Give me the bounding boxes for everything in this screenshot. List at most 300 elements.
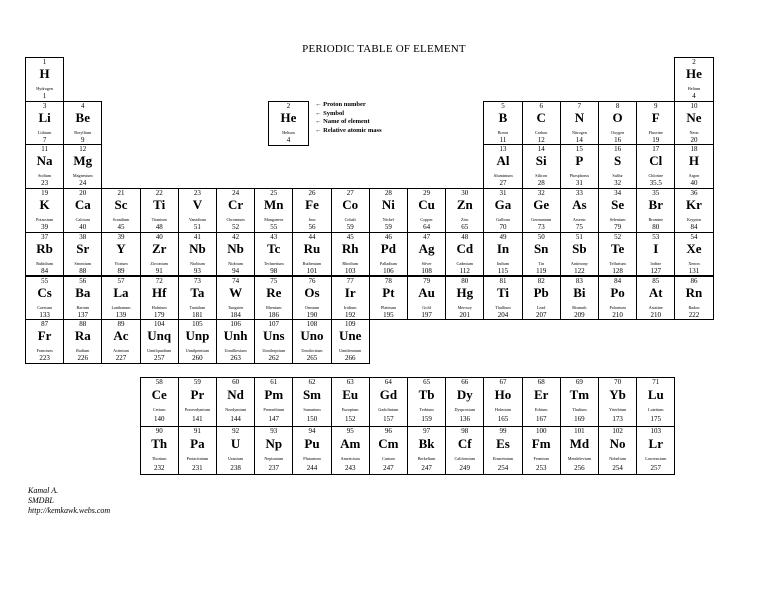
element-number: 90 [155, 426, 163, 435]
element-mass: 55 [270, 223, 278, 232]
element-cell-curium [369, 426, 408, 476]
element-number: 86 [690, 276, 698, 285]
element-symbol: Ni [381, 197, 395, 213]
element-cell-tellurium [598, 232, 637, 277]
element-mass: 147 [268, 415, 280, 423]
element-symbol: Pm [264, 387, 284, 402]
element-mass: 152 [344, 415, 356, 423]
element-cell-bismuth [560, 276, 599, 321]
element-symbol: Nb [227, 240, 244, 256]
element-cell-radium [63, 319, 102, 364]
element-cell-antimony [560, 232, 599, 277]
element-mass: 131 [688, 266, 700, 275]
element-cell-cadmium [445, 232, 484, 277]
element-number: 104 [153, 320, 165, 329]
element-cell-selenium [598, 188, 637, 233]
element-mass: 40 [690, 179, 698, 188]
element-cell-dysprosium [445, 377, 484, 427]
element-name: Fermium [533, 455, 549, 461]
element-mass: 157 [383, 415, 394, 423]
element-mass: 27 [499, 179, 507, 188]
element-cell-arsenic [560, 188, 599, 233]
element-mass: 48 [155, 223, 163, 232]
element-name: Zirconium [150, 260, 169, 266]
element-name: Silicon [535, 173, 548, 179]
element-mass: 238 [230, 463, 241, 472]
element-number: 109 [344, 320, 356, 329]
element-mass: 263 [230, 354, 241, 363]
element-name: Samarium [303, 407, 321, 412]
element-name: Unnilhexium [224, 348, 247, 354]
element-number: 7 [577, 101, 582, 110]
element-mass: 108 [421, 266, 432, 275]
element-mass: 223 [39, 354, 50, 363]
element-mass: 262 [268, 354, 280, 363]
element-number: 59 [193, 378, 201, 386]
element-number: 41 [193, 232, 201, 241]
element-symbol: Cl [649, 153, 663, 169]
element-cell-unnilquadium [140, 319, 179, 364]
element-name: Iridium [343, 304, 357, 310]
element-number: 62 [308, 378, 316, 386]
element-name: Europium [341, 407, 359, 412]
element-number: 89 [117, 320, 125, 329]
element-mass: 94 [232, 266, 240, 275]
element-cell-unnilpentium [178, 319, 217, 364]
element-mass: 231 [192, 463, 203, 472]
author-credit [28, 486, 110, 516]
element-number: 16 [614, 145, 622, 154]
element-name: Francium [36, 348, 53, 354]
element-mass: 112 [459, 266, 470, 275]
element-cell-boron [483, 101, 522, 146]
element-cell-terbium [407, 377, 446, 427]
element-cell-berkelium [407, 426, 446, 476]
element-cell-lead [522, 276, 561, 321]
legend-proton-label: ← Proton number [315, 101, 366, 108]
element-name: Aluminium [493, 173, 513, 179]
element-mass: 192 [344, 310, 356, 319]
element-name: Sodium [38, 173, 52, 179]
element-number: 28 [384, 189, 392, 198]
element-number: 85 [652, 276, 660, 285]
element-mass: 88 [79, 266, 87, 275]
element-number: 103 [650, 426, 662, 435]
element-name: Sulfur [612, 173, 623, 179]
element-cell-phosphorus [560, 144, 599, 189]
element-name: Lanthanum [111, 304, 131, 310]
element-cell-plutonium [292, 426, 331, 476]
element-number: 95 [346, 426, 354, 435]
element-number: 11 [41, 145, 48, 154]
element-name: Platinum [380, 304, 396, 310]
element-number: 84 [614, 276, 622, 285]
element-mass: 247 [383, 463, 394, 472]
element-number: 61 [270, 378, 278, 386]
element-number: 83 [575, 276, 583, 285]
element-name: Unnilquadium [147, 348, 172, 354]
element-symbol: H [39, 66, 50, 81]
element-symbol: Pu [304, 435, 320, 451]
legend-symbol: He [280, 110, 297, 125]
element-cell-europium [331, 377, 370, 427]
element-symbol: Sb [572, 240, 587, 256]
element-cell-copper [407, 188, 446, 233]
element-cell-rubidium [25, 232, 64, 277]
element-number: 30 [461, 189, 469, 198]
element-symbol: Br [648, 197, 663, 213]
element-mass: 28 [537, 179, 545, 188]
element-name: Actinium [113, 348, 129, 354]
element-mass: 173 [612, 415, 623, 423]
element-number: 3 [42, 101, 47, 110]
element-number: 107 [268, 320, 280, 329]
element-mass: 179 [153, 310, 165, 319]
element-symbol: Sm [302, 387, 322, 402]
element-name: Mendelevium [567, 455, 592, 461]
element-mass: 52 [232, 223, 240, 232]
element-symbol: Bk [418, 435, 435, 451]
element-symbol: Pa [190, 435, 205, 451]
element-cell-potassium [25, 188, 64, 233]
legend-symbol-label: ← Symbol [315, 109, 345, 117]
element-cell-lutetium [636, 377, 675, 427]
element-cell-germanium [522, 188, 561, 233]
element-mass: 190 [306, 310, 318, 319]
element-name: Lithium [37, 129, 52, 135]
element-name: Rubidium [36, 260, 53, 266]
element-cell-praseodymium [178, 377, 217, 427]
element-number: 31 [499, 189, 507, 198]
element-number: 92 [232, 426, 240, 435]
element-mass: 93 [193, 266, 201, 275]
element-symbol: Ti [496, 284, 510, 300]
element-mass: 9 [81, 135, 85, 144]
element-cell-nobelium [598, 426, 637, 476]
element-cell-tungsten [216, 276, 255, 321]
element-cell-zinc [445, 188, 484, 233]
element-mass: 244 [306, 463, 318, 472]
element-cell-tin [522, 232, 561, 277]
element-symbol: Unq [147, 328, 172, 344]
element-symbol: U [230, 435, 241, 451]
element-number: 108 [306, 320, 318, 329]
element-cell-yttrium [101, 232, 140, 277]
element-number: 57 [117, 276, 125, 285]
element-symbol: Cd [456, 240, 474, 256]
element-number: 80 [461, 276, 469, 285]
element-name: Helium [687, 86, 701, 91]
element-number: 10 [690, 101, 698, 110]
element-name: Hydrogen [36, 86, 53, 91]
element-symbol: Ga [494, 197, 512, 213]
element-mass: 122 [574, 266, 585, 275]
element-number: 22 [155, 189, 163, 198]
element-cell-unnilseptium [254, 319, 293, 364]
element-mass: 249 [459, 463, 471, 472]
element-cell-platinum [369, 276, 408, 321]
element-number: 6 [539, 101, 543, 110]
element-name: Thallium [495, 304, 511, 310]
element-symbol: Ir [344, 284, 356, 300]
element-mass: 254 [497, 463, 509, 472]
element-mass: 1 [42, 92, 47, 100]
element-mass: 265 [306, 354, 318, 363]
element-symbol: La [113, 284, 129, 300]
element-mass: 4 [692, 92, 696, 100]
element-cell-holmium [483, 377, 522, 427]
element-symbol: Sn [533, 240, 549, 256]
element-mass: 31 [575, 179, 583, 188]
element-symbol: Te [610, 240, 625, 256]
element-number: 48 [461, 232, 469, 241]
element-number: 102 [612, 426, 623, 435]
element-name: Nickel [382, 217, 394, 223]
element-name: Rhenium [266, 304, 282, 310]
element-symbol: Sr [76, 240, 90, 256]
element-symbol: Uns [262, 328, 285, 344]
element-number: 20 [79, 189, 87, 198]
element-cell-thorium [140, 426, 179, 476]
element-symbol: Yb [609, 387, 626, 402]
element-cell-niobium [216, 232, 255, 277]
element-name: Copper [420, 217, 433, 223]
element-symbol: Os [304, 284, 320, 300]
element-name: Osmium [304, 304, 320, 310]
element-name: Polonium [609, 304, 626, 310]
element-number: 105 [192, 320, 203, 329]
element-mass: 253 [535, 463, 547, 472]
element-number: 37 [41, 232, 49, 241]
element-name: Radon [688, 304, 700, 310]
element-name: Argon [688, 173, 700, 179]
element-cell-tantalum [178, 276, 217, 321]
element-number: 38 [79, 232, 87, 241]
element-mass: 260 [192, 354, 203, 363]
element-name: Boron [497, 129, 509, 135]
element-number: 87 [41, 320, 49, 329]
element-name: Bromine [648, 217, 664, 223]
element-cell-cobalt [331, 188, 370, 233]
element-symbol: Hf [151, 284, 167, 300]
element-cell-neptunium [254, 426, 293, 476]
element-cell-iodine [636, 232, 675, 277]
element-name: Uranium [228, 455, 244, 461]
element-name: Xenon [688, 260, 700, 266]
element-name: Berkelium [417, 455, 436, 461]
element-symbol: Tm [569, 387, 590, 402]
element-cell-sulfur [598, 144, 637, 189]
element-number: 96 [384, 426, 392, 435]
author-url[interactable]: http://kemkawk.webs.com [28, 506, 111, 515]
legend-element-name: Helium [282, 130, 295, 135]
element-cell-titanium [140, 188, 179, 233]
legend-atomic-mass: 4 [286, 136, 291, 144]
element-number: 68 [537, 378, 545, 386]
element-name: Chlorine [648, 173, 664, 179]
element-mass: 59 [384, 223, 392, 232]
element-symbol: Cr [228, 197, 244, 213]
element-cell-iridium [331, 276, 370, 321]
element-number: 58 [155, 378, 163, 386]
element-mass: 59 [346, 223, 354, 232]
element-symbol: Kr [686, 197, 702, 213]
element-name: Chromium [226, 217, 245, 223]
element-number: 55 [41, 276, 49, 285]
element-name: Ytterbium [608, 407, 627, 412]
element-cell-lawrencium [636, 426, 675, 476]
element-mass: 65 [461, 223, 469, 232]
element-number: 5 [501, 101, 505, 110]
element-symbol: Gd [379, 387, 398, 402]
element-symbol: Ne [686, 109, 702, 125]
element-name: Neptunium [264, 455, 284, 461]
element-number: 79 [423, 276, 431, 285]
element-cell-strontium [63, 232, 102, 277]
element-cell-rhodium [331, 232, 370, 277]
element-symbol: Pb [533, 284, 549, 300]
element-name: Cadmium [456, 260, 474, 266]
element-mass: 16 [614, 135, 622, 144]
element-symbol: Se [611, 197, 625, 213]
element-number: 71 [652, 378, 660, 386]
element-number: 91 [193, 426, 201, 435]
element-name: Terbium [419, 407, 434, 412]
element-number: 47 [423, 232, 431, 241]
legend [315, 101, 382, 135]
element-mass: 141 [192, 415, 203, 423]
element-number: 29 [423, 189, 431, 198]
element-mass: 56 [308, 223, 316, 232]
legend-proton-number: 2 [286, 102, 291, 110]
element-number: 74 [232, 276, 240, 285]
element-number: 53 [652, 232, 660, 241]
element-mass: 167 [535, 415, 547, 423]
element-symbol: W [229, 284, 243, 300]
element-symbol: Ta [190, 284, 205, 300]
element-symbol: Unp [185, 328, 210, 344]
element-name: Palladium [379, 260, 397, 266]
element-symbol: Tc [267, 240, 281, 256]
element-mass: 257 [650, 463, 662, 472]
element-symbol: F [651, 109, 660, 125]
element-symbol: Ac [113, 328, 129, 344]
element-cell-niobium [178, 232, 217, 277]
element-mass: 127 [650, 266, 662, 275]
element-number: 72 [155, 276, 163, 285]
element-mass: 222 [688, 310, 700, 319]
element-cell-bromine [636, 188, 675, 233]
element-symbol: Ru [303, 240, 321, 256]
element-cell-beryllium [63, 101, 102, 146]
element-cell-unnilhexium [216, 319, 255, 364]
element-mass: 210 [612, 310, 623, 319]
element-cell-promethium [254, 377, 293, 427]
element-name: Cerium [152, 407, 166, 412]
element-number: 1 [42, 58, 47, 66]
element-symbol: Ag [418, 240, 435, 256]
element-number: 67 [499, 378, 507, 386]
element-number: 99 [499, 426, 507, 435]
element-name: Lutetium [648, 407, 664, 412]
element-cell-nitrogen [560, 101, 599, 146]
element-symbol: Mg [73, 153, 93, 169]
element-mass: 165 [497, 415, 509, 423]
element-symbol: B [498, 109, 508, 125]
element-name: Californium [454, 455, 476, 461]
element-number: 46 [384, 232, 392, 241]
element-mass: 209 [574, 310, 585, 319]
author-name: Kamal A. [28, 486, 59, 495]
element-number: 97 [423, 426, 431, 435]
element-name: Einsteinium [492, 455, 514, 461]
element-mass: 20 [690, 135, 698, 144]
element-symbol: Ho [494, 387, 512, 402]
element-name: Oxygen [610, 129, 625, 135]
element-cell-nickel [369, 188, 408, 233]
element-name: Beryllium [74, 129, 92, 135]
element-cell-rhenium [254, 276, 293, 321]
element-number: 73 [193, 276, 201, 285]
element-mass: 106 [383, 266, 394, 275]
element-mass: 140 [153, 415, 165, 423]
element-cell-gold [407, 276, 446, 321]
element-number: 75 [270, 276, 278, 285]
element-symbol: H [688, 153, 700, 169]
element-symbol: Zn [456, 197, 473, 213]
element-mass: 101 [306, 266, 318, 275]
element-name: Holmium [494, 407, 512, 412]
element-symbol: Tb [418, 387, 435, 402]
element-name: Gold [422, 304, 431, 310]
element-mass: 201 [459, 310, 471, 319]
element-name: Germanium [531, 217, 552, 223]
element-symbol: Np [265, 435, 283, 451]
element-symbol: Lu [647, 387, 664, 402]
element-cell-manganese [254, 188, 293, 233]
element-mass: 45 [117, 223, 125, 232]
element-mass: 204 [497, 310, 509, 319]
legend-mass-label: ← Relative atomic mass [315, 126, 382, 134]
element-cell-actinium [101, 319, 140, 364]
element-symbol: Fe [305, 197, 319, 213]
element-number: 45 [346, 232, 354, 241]
element-symbol: I [653, 240, 659, 256]
element-symbol: Pd [380, 240, 396, 256]
element-symbol: Hg [456, 284, 474, 300]
element-name: Gadolinium [378, 407, 399, 412]
element-symbol: Mn [264, 197, 284, 213]
element-symbol: N [574, 109, 585, 125]
element-name: Mercury [457, 304, 472, 310]
element-mass: 175 [650, 415, 662, 423]
element-symbol: Si [535, 153, 547, 169]
element-number: 43 [270, 232, 278, 241]
element-number: 50 [537, 232, 545, 241]
element-name: Americium [340, 455, 360, 461]
element-number: 36 [690, 189, 698, 198]
element-symbol: Nb [189, 240, 206, 256]
element-number: 26 [308, 189, 316, 198]
element-mass: 210 [650, 310, 662, 319]
legend-example-cell [268, 101, 309, 146]
element-mass: 266 [344, 354, 356, 363]
element-symbol: Fm [531, 435, 551, 451]
element-symbol: Ba [75, 284, 91, 300]
element-name: Unnilseptium [262, 348, 286, 354]
element-cell-krypton [674, 188, 713, 233]
element-name: Tungsten [227, 304, 244, 310]
